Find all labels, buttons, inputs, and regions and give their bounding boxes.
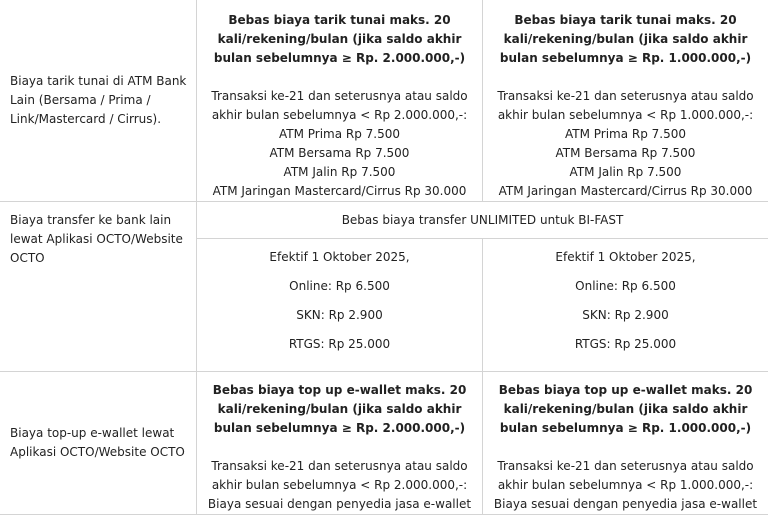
atm-fee-cell-1 [197,0,483,202]
atm-fee-item: ATM Bersama Rp 7.500 [205,144,474,163]
transfer-fee-line: Online: Rp 6.500 [205,277,474,296]
atm-fee-item: ATM Jalin Rp 7.500 [491,163,760,182]
ewallet-fee-note-2: Transaksi ke-21 dan seterusnya atau saldo akhir bulan sebelumnya < Rp 1.000.000,-: Biaya sesuai dengan penyedia jasa e-wallet [491,457,760,514]
row-label-ewallet: Biaya top-up e-wallet lewat Aplikasi OCTO/Website OCTO [0,372,197,515]
row-label-transfer-text: Biaya transfer ke bank lain lewat Aplikasi OCTO/Website OCTO [10,213,183,265]
transfer-fee-line: SKN: Rp 2.900 [491,306,760,325]
ewallet-fee-cell-2 [483,372,768,515]
ewallet-fee-cell-1 [197,372,483,515]
atm-fee-item: ATM Prima Rp 7.500 [491,125,760,144]
transfer-fee-cell-2 [483,239,768,372]
ewallet-fee-note-1: Transaksi ke-21 dan seterusnya atau saldo akhir bulan sebelumnya < Rp 2.000.000,-: Biaya sesuai dengan penyedia jasa e-wallet [205,457,474,514]
atm-free-terms-2: Bebas biaya tarik tunai maks. 20 kali/rekening/bulan (jika saldo akhir bulan sebelumnya ≥ Rp. 1.000.000,-) [491,11,760,68]
transfer-fee-cell-1 [197,239,483,372]
transfer-fee-line: RTGS: Rp 25.000 [205,335,474,354]
table-row-ewallet [0,372,768,515]
transfer-fee-line: Efektif 1 Oktober 2025, [205,248,474,267]
transfer-fee-line: RTGS: Rp 25.000 [491,335,760,354]
ewallet-free-terms-2: Bebas biaya top up e-wallet maks. 20 kali/rekening/bulan (jika saldo akhir bulan sebelumnya ≥ Rp. 1.000.000,-) [491,381,760,438]
transfer-fee-line: SKN: Rp 2.900 [205,306,474,325]
row-label-transfer [0,202,197,372]
bifast-free-cell: Bebas biaya transfer UNLIMITED untuk BI-FAST [197,202,768,239]
transfer-fee-line: Efektif 1 Oktober 2025, [491,248,760,267]
table-row-atm [0,0,768,202]
atm-fee-note-2: Transaksi ke-21 dan seterusnya atau saldo akhir bulan sebelumnya < Rp 1.000.000,-: [491,87,760,125]
ewallet-free-terms-1: Bebas biaya top up e-wallet maks. 20 kali/rekening/bulan (jika saldo akhir bulan sebelumnya ≥ Rp. 2.000.000,-) [205,381,474,438]
atm-fee-item: ATM Bersama Rp 7.500 [491,144,760,163]
atm-fee-item: ATM Prima Rp 7.500 [205,125,474,144]
table-row-transfer [0,202,768,239]
atm-fee-cell-2 [483,0,768,202]
atm-fee-item: ATM Jalin Rp 7.500 [205,163,474,182]
atm-free-terms-1: Bebas biaya tarik tunai maks. 20 kali/rekening/bulan (jika saldo akhir bulan sebelumnya ≥ Rp. 2.000.000,-) [205,11,474,68]
atm-fee-item: ATM Jaringan Mastercard/Cirrus Rp 30.000 [491,182,760,201]
transfer-fee-line: Online: Rp 6.500 [491,277,760,296]
atm-fee-item: ATM Jaringan Mastercard/Cirrus Rp 30.000 [205,182,474,201]
row-label-atm: Biaya tarik tunai di ATM Bank Lain (Bersama / Prima / Link/Mastercard / Cirrus). [0,0,197,202]
atm-fee-note-1: Transaksi ke-21 dan seterusnya atau saldo akhir bulan sebelumnya < Rp 2.000.000,-: [205,87,474,125]
